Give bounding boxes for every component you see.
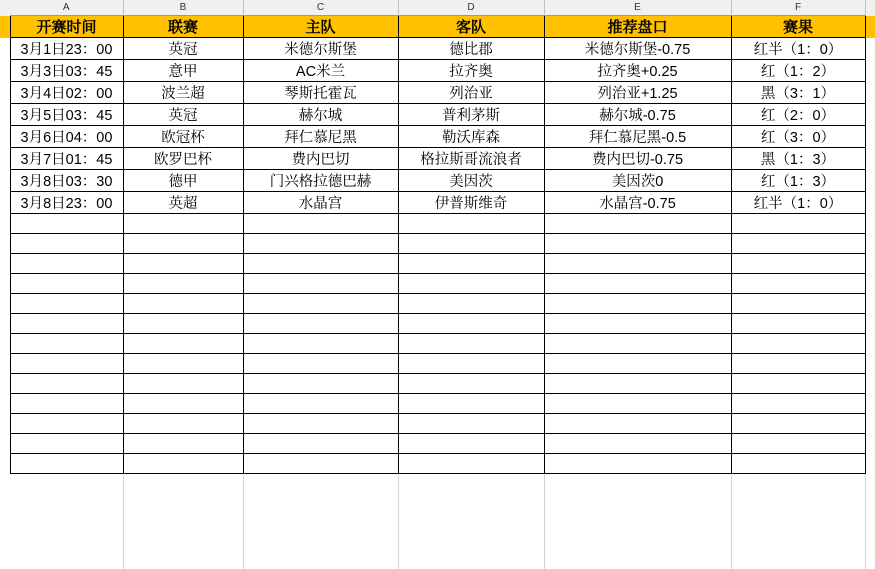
table-header-row bbox=[0, 16, 875, 38]
gutter-cell bbox=[0, 414, 10, 434]
blank-cell-pick[interactable] bbox=[544, 531, 731, 550]
empty-cell-away[interactable] bbox=[398, 454, 544, 474]
empty-table-row[interactable] bbox=[0, 294, 875, 314]
table-header-away[interactable]: 客队 bbox=[398, 16, 544, 38]
cell-away[interactable]: 伊普斯维奇 bbox=[398, 192, 544, 214]
table-header-result[interactable]: 赛果 bbox=[731, 16, 865, 38]
gutter-cell bbox=[0, 38, 10, 60]
empty-cell-result[interactable] bbox=[731, 254, 865, 274]
blank-cell-pick[interactable] bbox=[544, 493, 731, 512]
cell-pick[interactable]: 赫尔城-0.75 bbox=[544, 104, 731, 126]
empty-cell-league[interactable] bbox=[123, 234, 243, 254]
gutter-cell bbox=[865, 314, 875, 334]
empty-cell-pick[interactable] bbox=[544, 374, 731, 394]
empty-cell-home[interactable] bbox=[243, 414, 398, 434]
empty-cell-away[interactable] bbox=[398, 294, 544, 314]
blank-cell-time[interactable] bbox=[10, 493, 123, 512]
blank-cell-league[interactable] bbox=[123, 493, 243, 512]
column-header-b[interactable]: B bbox=[123, 0, 243, 16]
cell-league[interactable]: 意甲 bbox=[123, 60, 243, 82]
empty-cell-away[interactable] bbox=[398, 434, 544, 454]
blank-cell-league[interactable] bbox=[123, 531, 243, 550]
gutter-cell bbox=[865, 234, 875, 254]
empty-cell-time[interactable] bbox=[10, 394, 123, 414]
gutter-cell bbox=[0, 148, 10, 170]
table-row[interactable] bbox=[0, 170, 875, 192]
blank-cell-pick[interactable] bbox=[544, 474, 731, 494]
table-row[interactable] bbox=[0, 126, 875, 148]
cell-league[interactable]: 欧罗巴杯 bbox=[123, 148, 243, 170]
table-row[interactable] bbox=[0, 192, 875, 214]
cell-time[interactable]: 3月1日23：00 bbox=[10, 38, 123, 60]
empty-table-row[interactable] bbox=[0, 374, 875, 394]
gutter-cell bbox=[0, 454, 10, 474]
empty-table-row[interactable] bbox=[0, 354, 875, 374]
empty-cell-away[interactable] bbox=[398, 414, 544, 434]
empty-cell-time[interactable] bbox=[10, 434, 123, 454]
gutter-cell bbox=[0, 294, 10, 314]
gutter-cell bbox=[865, 104, 875, 126]
empty-cell-result[interactable] bbox=[731, 234, 865, 254]
table-row[interactable] bbox=[0, 38, 875, 60]
empty-cell-time[interactable] bbox=[10, 294, 123, 314]
empty-table-row[interactable] bbox=[0, 274, 875, 294]
cell-time[interactable]: 3月4日02：00 bbox=[10, 82, 123, 104]
gutter-cell bbox=[0, 531, 10, 550]
gutter-cell bbox=[865, 454, 875, 474]
empty-cell-pick[interactable] bbox=[544, 254, 731, 274]
table-header-league[interactable]: 联赛 bbox=[123, 16, 243, 38]
empty-cell-result[interactable] bbox=[731, 374, 865, 394]
empty-cell-pick[interactable] bbox=[544, 394, 731, 414]
empty-cell-home[interactable] bbox=[243, 334, 398, 354]
gutter-cell bbox=[865, 493, 875, 512]
blank-cell-time[interactable] bbox=[10, 531, 123, 550]
table-row[interactable] bbox=[0, 148, 875, 170]
column-header-f[interactable]: F bbox=[731, 0, 865, 16]
cell-league[interactable]: 英冠 bbox=[123, 38, 243, 60]
empty-cell-time[interactable] bbox=[10, 414, 123, 434]
row-header-corner bbox=[0, 0, 10, 16]
cell-result[interactable]: 红（1：3） bbox=[731, 170, 865, 192]
gutter-cell bbox=[865, 170, 875, 192]
blank-cell-pick[interactable] bbox=[544, 512, 731, 531]
cell-pick[interactable]: 费内巴切-0.75 bbox=[544, 148, 731, 170]
table-row[interactable] bbox=[0, 104, 875, 126]
empty-table-row[interactable] bbox=[0, 254, 875, 274]
empty-cell-time[interactable] bbox=[10, 254, 123, 274]
blank-cell-result[interactable] bbox=[731, 531, 865, 550]
cell-home[interactable]: 门兴格拉德巴赫 bbox=[243, 170, 398, 192]
gutter-cell bbox=[0, 170, 10, 192]
empty-cell-result[interactable] bbox=[731, 274, 865, 294]
cell-result[interactable]: 红半（1：0） bbox=[731, 38, 865, 60]
gutter-cell bbox=[0, 512, 10, 531]
empty-cell-pick[interactable] bbox=[544, 314, 731, 334]
empty-cell-league[interactable] bbox=[123, 314, 243, 334]
empty-cell-home[interactable] bbox=[243, 234, 398, 254]
blank-cell-home[interactable] bbox=[243, 493, 398, 512]
gutter-cell bbox=[865, 474, 875, 494]
cell-pick[interactable]: 拉齐奥+0.25 bbox=[544, 60, 731, 82]
empty-cell-home[interactable] bbox=[243, 354, 398, 374]
cell-time[interactable]: 3月7日01：45 bbox=[10, 148, 123, 170]
empty-cell-pick[interactable] bbox=[544, 414, 731, 434]
empty-table-row[interactable] bbox=[0, 334, 875, 354]
table-row[interactable] bbox=[0, 82, 875, 104]
gutter-cell bbox=[0, 474, 10, 494]
empty-cell-pick[interactable] bbox=[544, 214, 731, 234]
blank-cell-away[interactable] bbox=[398, 550, 544, 569]
empty-cell-home[interactable] bbox=[243, 454, 398, 474]
cell-home[interactable]: 琴斯托霍瓦 bbox=[243, 82, 398, 104]
empty-cell-result[interactable] bbox=[731, 454, 865, 474]
empty-cell-home[interactable] bbox=[243, 254, 398, 274]
empty-cell-pick[interactable] bbox=[544, 234, 731, 254]
gutter-cell bbox=[865, 531, 875, 550]
cell-away[interactable]: 格拉斯哥流浪者 bbox=[398, 148, 544, 170]
gutter-cell bbox=[865, 354, 875, 374]
blank-cell-home[interactable] bbox=[243, 474, 398, 494]
cell-result[interactable]: 红（2：0） bbox=[731, 104, 865, 126]
gutter-cell bbox=[0, 82, 10, 104]
empty-cell-result[interactable] bbox=[731, 434, 865, 454]
empty-cell-pick[interactable] bbox=[544, 334, 731, 354]
cell-pick[interactable]: 美因茨0 bbox=[544, 170, 731, 192]
empty-cell-league[interactable] bbox=[123, 254, 243, 274]
blank-sheet-row[interactable] bbox=[0, 531, 875, 550]
cell-time[interactable]: 3月5日03：45 bbox=[10, 104, 123, 126]
table-header-home[interactable]: 主队 bbox=[243, 16, 398, 38]
blank-cell-league[interactable] bbox=[123, 550, 243, 569]
cell-result[interactable]: 黑（3：1） bbox=[731, 82, 865, 104]
cell-league[interactable]: 德甲 bbox=[123, 170, 243, 192]
empty-cell-home[interactable] bbox=[243, 434, 398, 454]
empty-cell-home[interactable] bbox=[243, 394, 398, 414]
column-header-row bbox=[0, 0, 875, 16]
empty-cell-league[interactable] bbox=[123, 334, 243, 354]
cell-home[interactable]: 拜仁慕尼黑 bbox=[243, 126, 398, 148]
empty-table-row[interactable] bbox=[0, 314, 875, 334]
column-header-c[interactable]: C bbox=[243, 0, 398, 16]
blank-cell-time[interactable] bbox=[10, 550, 123, 569]
blank-sheet-row[interactable] bbox=[0, 493, 875, 512]
empty-cell-away[interactable] bbox=[398, 334, 544, 354]
empty-cell-time[interactable] bbox=[10, 374, 123, 394]
cell-away[interactable]: 列治亚 bbox=[398, 82, 544, 104]
cell-time[interactable]: 3月8日23：00 bbox=[10, 192, 123, 214]
empty-cell-time[interactable] bbox=[10, 234, 123, 254]
empty-table-row[interactable] bbox=[0, 214, 875, 234]
gutter-cell bbox=[865, 394, 875, 414]
cell-pick[interactable]: 水晶宫-0.75 bbox=[544, 192, 731, 214]
blank-cell-away[interactable] bbox=[398, 474, 544, 494]
gutter-cell bbox=[0, 192, 10, 214]
empty-cell-away[interactable] bbox=[398, 254, 544, 274]
gutter-cell bbox=[865, 82, 875, 104]
empty-cell-pick[interactable] bbox=[544, 294, 731, 314]
empty-cell-home[interactable] bbox=[243, 294, 398, 314]
gutter-cell bbox=[865, 434, 875, 454]
gutter-cell bbox=[865, 512, 875, 531]
cell-time[interactable]: 3月3日03：45 bbox=[10, 60, 123, 82]
gutter-cell bbox=[865, 334, 875, 354]
gutter-cell bbox=[865, 254, 875, 274]
cell-result[interactable]: 红半（1：0） bbox=[731, 192, 865, 214]
cell-away[interactable]: 德比郡 bbox=[398, 38, 544, 60]
column-header-a[interactable]: A bbox=[10, 0, 123, 16]
empty-cell-away[interactable] bbox=[398, 394, 544, 414]
empty-cell-pick[interactable] bbox=[544, 454, 731, 474]
empty-cell-league[interactable] bbox=[123, 294, 243, 314]
gutter-cell bbox=[0, 314, 10, 334]
empty-cell-league[interactable] bbox=[123, 214, 243, 234]
gutter-cell bbox=[865, 294, 875, 314]
blank-cell-result[interactable] bbox=[731, 550, 865, 569]
empty-cell-time[interactable] bbox=[10, 214, 123, 234]
blank-cell-result[interactable] bbox=[731, 474, 865, 494]
gutter-cell bbox=[0, 214, 10, 234]
empty-cell-away[interactable] bbox=[398, 214, 544, 234]
empty-cell-away[interactable] bbox=[398, 234, 544, 254]
gutter-cell bbox=[865, 274, 875, 294]
cell-away[interactable]: 拉齐奥 bbox=[398, 60, 544, 82]
cell-result[interactable]: 红（3：0） bbox=[731, 126, 865, 148]
blank-cell-away[interactable] bbox=[398, 512, 544, 531]
gutter-cell bbox=[865, 16, 875, 38]
gutter-cell bbox=[865, 414, 875, 434]
empty-cell-away[interactable] bbox=[398, 314, 544, 334]
blank-cell-home[interactable] bbox=[243, 550, 398, 569]
empty-cell-result[interactable] bbox=[731, 314, 865, 334]
gutter-cell bbox=[0, 104, 10, 126]
empty-cell-league[interactable] bbox=[123, 454, 243, 474]
empty-table-row[interactable] bbox=[0, 394, 875, 414]
gutter-cell bbox=[865, 38, 875, 60]
table-header-pick[interactable]: 推荐盘口 bbox=[544, 16, 731, 38]
cell-home[interactable]: AC米兰 bbox=[243, 60, 398, 82]
blank-cell-league[interactable] bbox=[123, 512, 243, 531]
blank-cell-result[interactable] bbox=[731, 493, 865, 512]
empty-cell-time[interactable] bbox=[10, 314, 123, 334]
gutter-cell bbox=[865, 60, 875, 82]
column-header-d[interactable]: D bbox=[398, 0, 544, 16]
gutter-cell bbox=[0, 354, 10, 374]
empty-cell-home[interactable] bbox=[243, 214, 398, 234]
empty-cell-time[interactable] bbox=[10, 454, 123, 474]
empty-table-row[interactable] bbox=[0, 414, 875, 434]
gutter-cell bbox=[0, 550, 10, 569]
cell-home[interactable]: 赫尔城 bbox=[243, 104, 398, 126]
blank-sheet-row[interactable] bbox=[0, 512, 875, 531]
gutter-cell bbox=[0, 16, 10, 38]
empty-cell-pick[interactable] bbox=[544, 434, 731, 454]
empty-cell-result[interactable] bbox=[731, 354, 865, 374]
cell-pick[interactable]: 米德尔斯堡-0.75 bbox=[544, 38, 731, 60]
table-row[interactable] bbox=[0, 60, 875, 82]
empty-cell-away[interactable] bbox=[398, 274, 544, 294]
cell-time[interactable]: 3月8日03：30 bbox=[10, 170, 123, 192]
gutter-cell bbox=[865, 192, 875, 214]
empty-cell-time[interactable] bbox=[10, 354, 123, 374]
empty-cell-league[interactable] bbox=[123, 434, 243, 454]
blank-cell-away[interactable] bbox=[398, 531, 544, 550]
gutter-cell bbox=[865, 148, 875, 170]
blank-cell-league[interactable] bbox=[123, 474, 243, 494]
empty-cell-league[interactable] bbox=[123, 354, 243, 374]
gutter-cell bbox=[0, 334, 10, 354]
gutter-cell bbox=[0, 234, 10, 254]
cell-pick[interactable]: 列治亚+1.25 bbox=[544, 82, 731, 104]
empty-cell-away[interactable] bbox=[398, 374, 544, 394]
cell-away[interactable]: 美因茨 bbox=[398, 170, 544, 192]
gutter-cell bbox=[0, 493, 10, 512]
gutter-cell bbox=[0, 254, 10, 274]
blank-sheet-row[interactable] bbox=[0, 474, 875, 494]
cell-away[interactable]: 勒沃库森 bbox=[398, 126, 544, 148]
gutter-cell bbox=[865, 374, 875, 394]
empty-cell-time[interactable] bbox=[10, 274, 123, 294]
cell-result[interactable]: 红（1：2） bbox=[731, 60, 865, 82]
blank-cell-pick[interactable] bbox=[544, 550, 731, 569]
blank-cell-result[interactable] bbox=[731, 512, 865, 531]
empty-cell-home[interactable] bbox=[243, 274, 398, 294]
blank-cell-time[interactable] bbox=[10, 474, 123, 494]
empty-cell-league[interactable] bbox=[123, 414, 243, 434]
gutter-cell bbox=[865, 214, 875, 234]
gutter-cell bbox=[0, 126, 10, 148]
gutter-cell bbox=[865, 550, 875, 569]
gutter-cell bbox=[0, 274, 10, 294]
empty-cell-league[interactable] bbox=[123, 374, 243, 394]
cell-result[interactable]: 黑（1：3） bbox=[731, 148, 865, 170]
empty-cell-result[interactable] bbox=[731, 294, 865, 314]
empty-table-row[interactable] bbox=[0, 434, 875, 454]
blank-cell-home[interactable] bbox=[243, 531, 398, 550]
empty-cell-pick[interactable] bbox=[544, 274, 731, 294]
empty-cell-result[interactable] bbox=[731, 214, 865, 234]
column-header-overflow bbox=[865, 0, 875, 16]
cell-league[interactable]: 波兰超 bbox=[123, 82, 243, 104]
blank-sheet-row[interactable] bbox=[0, 550, 875, 569]
empty-cell-pick[interactable] bbox=[544, 354, 731, 374]
blank-cell-time[interactable] bbox=[10, 512, 123, 531]
empty-table-row[interactable] bbox=[0, 234, 875, 254]
cell-home[interactable]: 米德尔斯堡 bbox=[243, 38, 398, 60]
cell-time[interactable]: 3月6日04：00 bbox=[10, 126, 123, 148]
empty-cell-home[interactable] bbox=[243, 374, 398, 394]
blank-cell-home[interactable] bbox=[243, 512, 398, 531]
empty-table-row[interactable] bbox=[0, 454, 875, 474]
cell-league[interactable]: 英冠 bbox=[123, 104, 243, 126]
empty-cell-result[interactable] bbox=[731, 414, 865, 434]
cell-league[interactable]: 英超 bbox=[123, 192, 243, 214]
empty-cell-result[interactable] bbox=[731, 334, 865, 354]
gutter-cell bbox=[0, 394, 10, 414]
empty-cell-time[interactable] bbox=[10, 334, 123, 354]
blank-cell-away[interactable] bbox=[398, 493, 544, 512]
empty-cell-away[interactable] bbox=[398, 354, 544, 374]
gutter-cell bbox=[865, 126, 875, 148]
cell-home[interactable]: 水晶宫 bbox=[243, 192, 398, 214]
empty-cell-league[interactable] bbox=[123, 274, 243, 294]
cell-pick[interactable]: 拜仁慕尼黑-0.5 bbox=[544, 126, 731, 148]
cell-away[interactable]: 普利茅斯 bbox=[398, 104, 544, 126]
gutter-cell bbox=[0, 60, 10, 82]
cell-league[interactable]: 欧冠杯 bbox=[123, 126, 243, 148]
empty-cell-result[interactable] bbox=[731, 394, 865, 414]
empty-cell-league[interactable] bbox=[123, 394, 243, 414]
gutter-cell bbox=[0, 374, 10, 394]
cell-home[interactable]: 费内巴切 bbox=[243, 148, 398, 170]
table-header-time[interactable]: 开赛时间 bbox=[10, 16, 123, 38]
column-header-e[interactable]: E bbox=[544, 0, 731, 16]
empty-cell-home[interactable] bbox=[243, 314, 398, 334]
gutter-cell bbox=[0, 434, 10, 454]
